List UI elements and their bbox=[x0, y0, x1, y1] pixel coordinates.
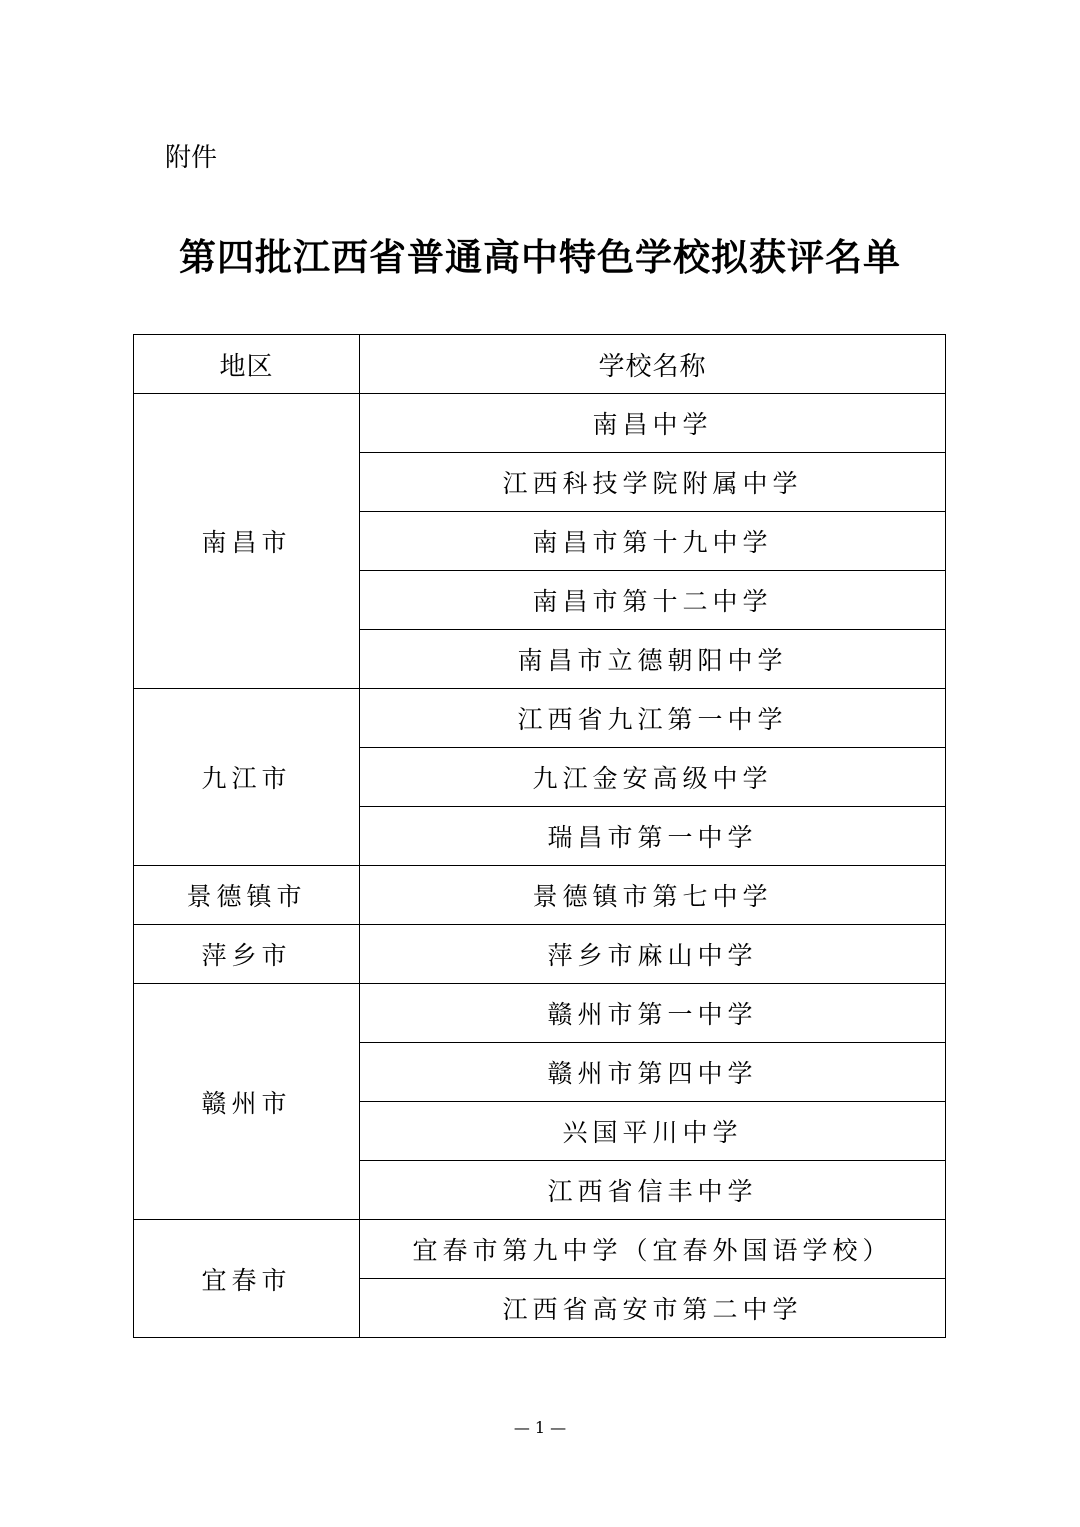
region-cell: 萍乡市 bbox=[134, 925, 360, 984]
region-cell: 宜春市 bbox=[134, 1220, 360, 1338]
region-cell: 赣州市 bbox=[134, 984, 360, 1220]
region-cell: 南昌市 bbox=[134, 394, 360, 689]
school-roster-table bbox=[133, 334, 946, 1338]
table-row bbox=[134, 689, 946, 748]
page-number: — 1 — bbox=[513, 1418, 567, 1437]
document-title: 第四批江西省普通高中特色学校拟获评名单 bbox=[179, 235, 901, 279]
table-row bbox=[134, 925, 946, 984]
school-cell: 兴国平川中学 bbox=[360, 1102, 946, 1161]
school-cell: 赣州市第四中学 bbox=[360, 1043, 946, 1102]
school-cell: 南昌市第十九中学 bbox=[360, 512, 946, 571]
attachment-label: 附件 bbox=[165, 143, 218, 173]
table-header-row bbox=[134, 335, 946, 394]
region-cell: 景德镇市 bbox=[134, 866, 360, 925]
school-cell: 江西省信丰中学 bbox=[360, 1161, 946, 1220]
school-cell: 萍乡市麻山中学 bbox=[360, 925, 946, 984]
school-cell: 南昌市第十二中学 bbox=[360, 571, 946, 630]
school-cell: 南昌中学 bbox=[360, 394, 946, 453]
table-row bbox=[134, 394, 946, 453]
table-row bbox=[134, 866, 946, 925]
table-row bbox=[134, 1220, 946, 1279]
school-cell: 江西省高安市第二中学 bbox=[360, 1279, 946, 1338]
school-cell: 南昌市立德朝阳中学 bbox=[360, 630, 946, 689]
header-school-name: 学校名称 bbox=[360, 335, 946, 394]
school-cell: 江西省九江第一中学 bbox=[360, 689, 946, 748]
school-cell: 宜春市第九中学（宜春外国语学校） bbox=[360, 1220, 946, 1279]
table-row bbox=[134, 984, 946, 1043]
school-cell: 赣州市第一中学 bbox=[360, 984, 946, 1043]
school-cell: 九江金安高级中学 bbox=[360, 748, 946, 807]
school-cell: 景德镇市第七中学 bbox=[360, 866, 946, 925]
header-region: 地区 bbox=[134, 335, 360, 394]
region-cell: 九江市 bbox=[134, 689, 360, 866]
school-cell: 瑞昌市第一中学 bbox=[360, 807, 946, 866]
school-cell: 江西科技学院附属中学 bbox=[360, 453, 946, 512]
